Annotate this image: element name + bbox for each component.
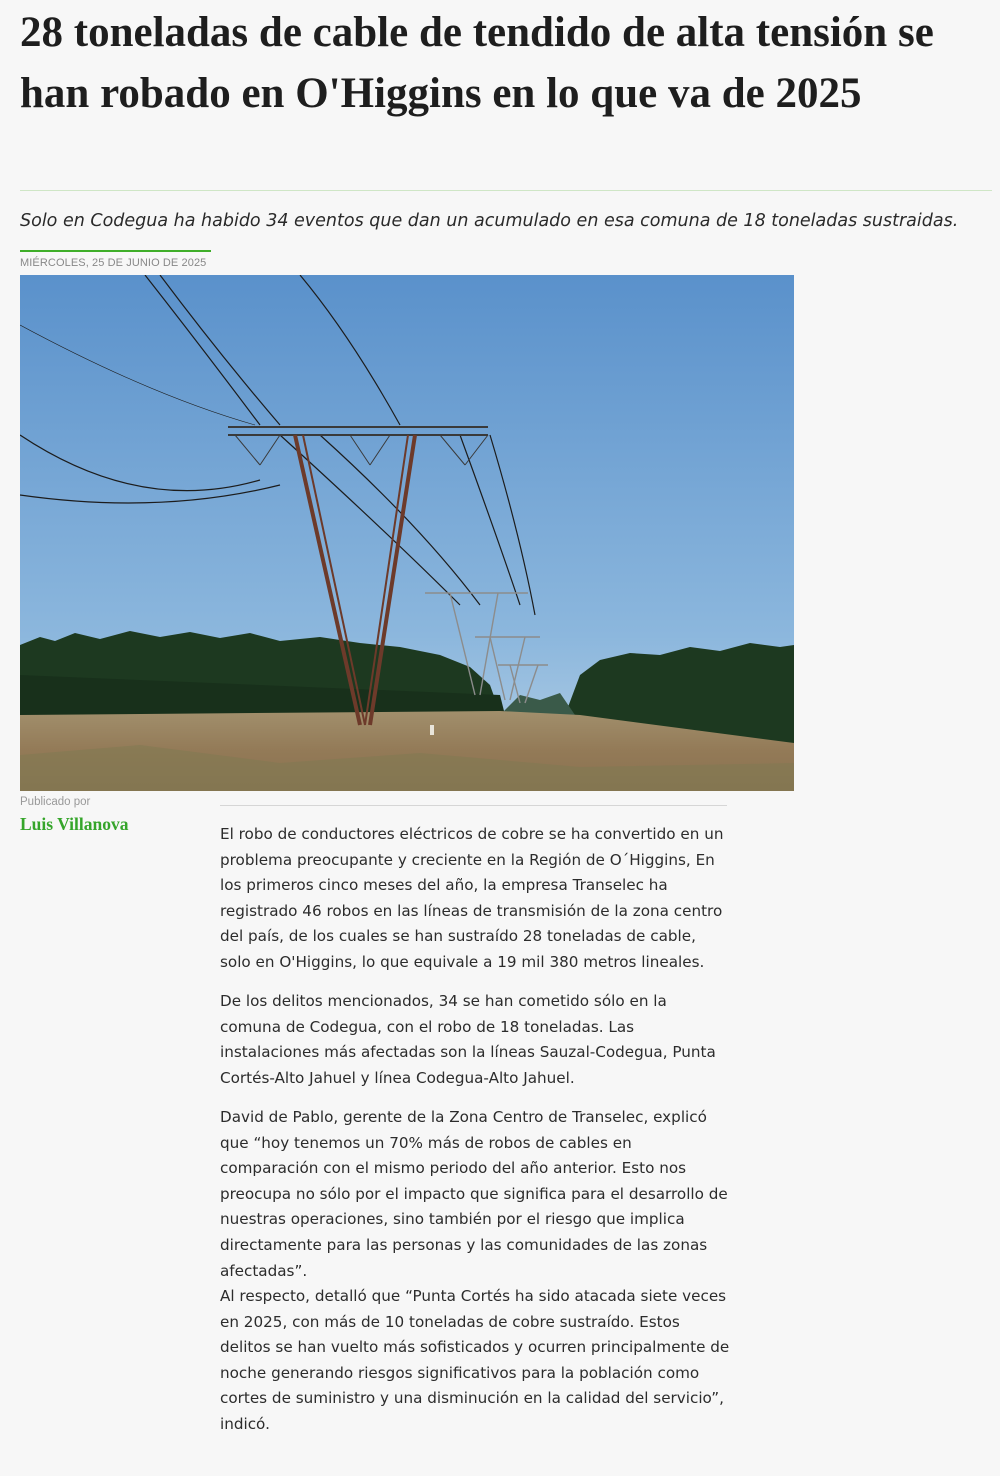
body-divider: [220, 805, 727, 806]
headline-divider: [20, 190, 992, 191]
date-accent-bar: [20, 250, 211, 252]
publish-date: MIÉRCOLES, 25 DE JUNIO DE 2025: [20, 257, 207, 269]
paragraph: De los delitos mencionados, 34 se han cometido sólo en la comuna de Codegua, con el robo de 18 toneladas. Las instalaciones más afectadas son la líneas Sauzal-Codegua, Punta Cortés-Alto Jahuel y línea Codegua-Alto Jahuel.: [220, 992, 716, 1087]
author-link[interactable]: Luis Villanova: [20, 814, 129, 834]
article-subtitle: Solo en Codegua ha habido 34 eventos que dan un acumulado en esa comuna de 18 toneladas sustraidas.: [20, 211, 959, 231]
marker-post: [430, 725, 434, 735]
article-headline: 28 toneladas de cable de tendido de alta tensión se han robado en O'Higgins en lo que va de 2025: [20, 9, 934, 117]
article-body: [220, 822, 730, 1451]
paragraph: Al respecto, detalló que “Punta Cortés ha sido atacada siete veces en 2025, con más de 10 toneladas de cobre sustraído. Estos delitos se han vuelto más sofisticados y ocurren principalmente de noche generando riesgos significativos para la población como cortes de suministro y una disminución en la calidad del servicio”, indicó.: [220, 1287, 730, 1434]
article-photo-power-towers: [20, 275, 794, 791]
paragraph: El robo de conductores eléctricos de cobre se ha convertido en un problema preocupante y creciente en la Región de O´Higgins, En los primeros cinco meses del año, la empresa Transelec ha registrado 46 robos en las líneas de transmisión de la zona centro del país, de los cuales se han sustraído 28 toneladas de cable, solo en O'Higgins, lo que equivale a 19 mil 380 metros lineales.: [220, 825, 724, 971]
paragraph: David de Pablo, gerente de la Zona Centro de Transelec, explicó que “hoy tenemos un 70% más de robos de cables en comparación con el mismo periodo del año anterior. Esto nos preocupa no sólo por el impacto que significa para el desarrollo de nuestras operaciones, sino también por el riesgo que implica directamente para las personas y las comunidades de las zonas afectadas”.: [220, 1107, 728, 1280]
published-by-label: Publicado por: [20, 796, 91, 808]
